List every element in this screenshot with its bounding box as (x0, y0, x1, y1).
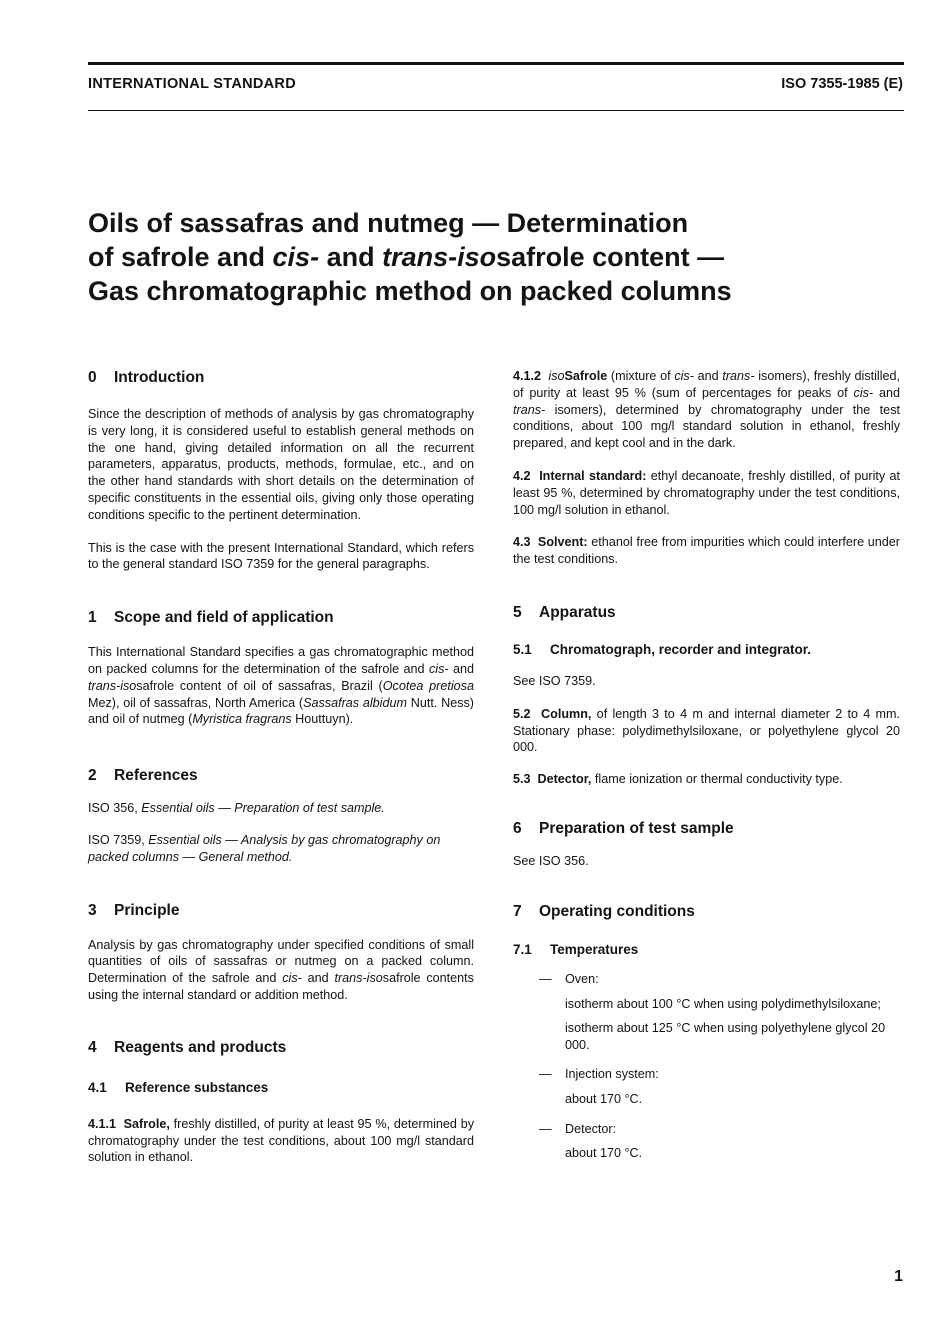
section-5-heading: 5 Apparatus (513, 603, 616, 621)
detector-item (513, 1121, 900, 1163)
reference-iso-7359: ISO 7359, Essential oils — Analysis by gas chromatography on packed columns — General method. (88, 832, 441, 864)
page-number: 1 (894, 1268, 903, 1285)
section-6-heading: 6 Preparation of test sample (513, 819, 734, 837)
title-line-1: Oils of sassafras and nutmeg — Determination (88, 208, 689, 238)
clause-4-2: 4.2 Internal standard: ethyl decanoate, freshly distilled, of purity at least 95 %, determined by chromatography under the test conditions, 100 mg/l solution in ethanol. (513, 468, 901, 517)
clause-4-1-heading: 4.1 Reference substances (88, 1079, 269, 1095)
oven-label: Oven: (565, 971, 599, 986)
injection-value: about 170 °C. (565, 1091, 643, 1106)
left-column (88, 368, 474, 1166)
clause-5-2: 5.2 Column, of length 3 to 4 m and internal diameter 2 to 4 mm. Stationary phase: polydimethylsiloxane, or polyethylene glycol 20 000. (513, 706, 900, 755)
section-1-heading: 1 Scope and field of application (88, 609, 334, 627)
reference-iso-356: ISO 356, Essential oils — Preparation of test sample. (88, 801, 385, 816)
oven-item (513, 971, 900, 1054)
standard-number: ISO 7355-1985 (E) (781, 76, 903, 92)
detector-label: Detector: (565, 1121, 617, 1136)
dash-marker: — (539, 1066, 552, 1081)
injection-item (513, 1066, 900, 1108)
section-0-heading: 0 Introduction (88, 369, 205, 386)
injection-label: Injection system: (565, 1066, 659, 1081)
section-4-heading: 4 Reagents and products (88, 1038, 287, 1056)
section-2-heading: 2 References (88, 767, 198, 785)
clause-4-3: 4.3 Solvent: ethanol free from impurities which could interfere under the test conditions. (513, 535, 900, 567)
section-7-heading: 7 Operating conditions (513, 902, 695, 920)
clause-5-1-heading: 5.1 Chromatograph, recorder and integrator. (513, 641, 812, 657)
clause-4-1-2: 4.1.2 isoSafrole (mixture of cis- and trans- isomers), freshly distilled, of purity at least 95 % (sum of percentages for peaks of cis- and trans- isomers), determined by chromatography under the test conditions, about 100 mg/l standard solution in ethanol, freshly prepared, and kept cool and in the dark. (513, 369, 901, 451)
dash-marker: — (539, 1121, 552, 1136)
document-title (88, 206, 888, 308)
scope-paragraph: This International Standard specifies a gas chromatographic method on packed columns for the determination of the safrole and cis- and trans-isosafrole content of oil of sassafras, Brazil (Ocotea pretiosa Mez), oil of sassafras, North America (Sassafras albidum Nutt. Ness) and oil of nutmeg (Myristica fragrans Houttuyn). (88, 645, 474, 727)
detector-value: about 170 °C. (565, 1146, 643, 1161)
oven-condition-a: isotherm about 100 °C when using polydimethylsiloxane; (565, 996, 881, 1011)
introduction-paragraph-1: Since the description of methods of analysis by gas chromatography is very long, it is considered useful to establish general methods on the one hand, giving detailed information on all the recurrent parameters, apparatus, products, methods, formulae, etc., and on the other hand standards with short details on the determination of specific constituents in the essential oils, giving only those operating conditions specific to the pertinent determination. (88, 407, 474, 522)
title-line-3: Gas chromatographic method on packed columns (88, 276, 732, 306)
clause-7-1-heading: 7.1 Temperatures (513, 941, 639, 957)
section-6-text: See ISO 356. (513, 853, 589, 868)
header-bottom-rule (88, 110, 904, 111)
right-column (513, 368, 900, 1162)
dash-marker: — (539, 971, 552, 986)
title-line-2: of safrole and cis- and trans-isosafrole content — (88, 242, 725, 272)
oven-condition-b: isotherm about 125 °C when using polyethylene glycol 20 000. (565, 1021, 886, 1053)
clause-4-1-1: 4.1.1 Safrole, freshly distilled, of purity at least 95 %, determined by chromatography under the test conditions, about 100 mg/l standard solution in ethanol. (88, 1116, 475, 1165)
section-3-heading: 3 Principle (88, 901, 180, 919)
document-type: INTERNATIONAL STANDARD (88, 76, 296, 92)
principle-paragraph: Analysis by gas chromatography under specified conditions of small quantities of oils of sassafras or nutmeg on a packed column. Determination of the safrole and cis- and trans-isosafrole contents using the internal standard or addition method. (88, 937, 474, 1002)
introduction-paragraph-2: This is the case with the present International Standard, which refers to the general standard ISO 7359 for the general paragraphs. (88, 540, 474, 572)
header-top-rule (88, 62, 904, 65)
clause-5-3: 5.3 Detector, flame ionization or thermal conductivity type. (513, 772, 843, 787)
clause-5-1-text: See ISO 7359. (513, 673, 596, 688)
